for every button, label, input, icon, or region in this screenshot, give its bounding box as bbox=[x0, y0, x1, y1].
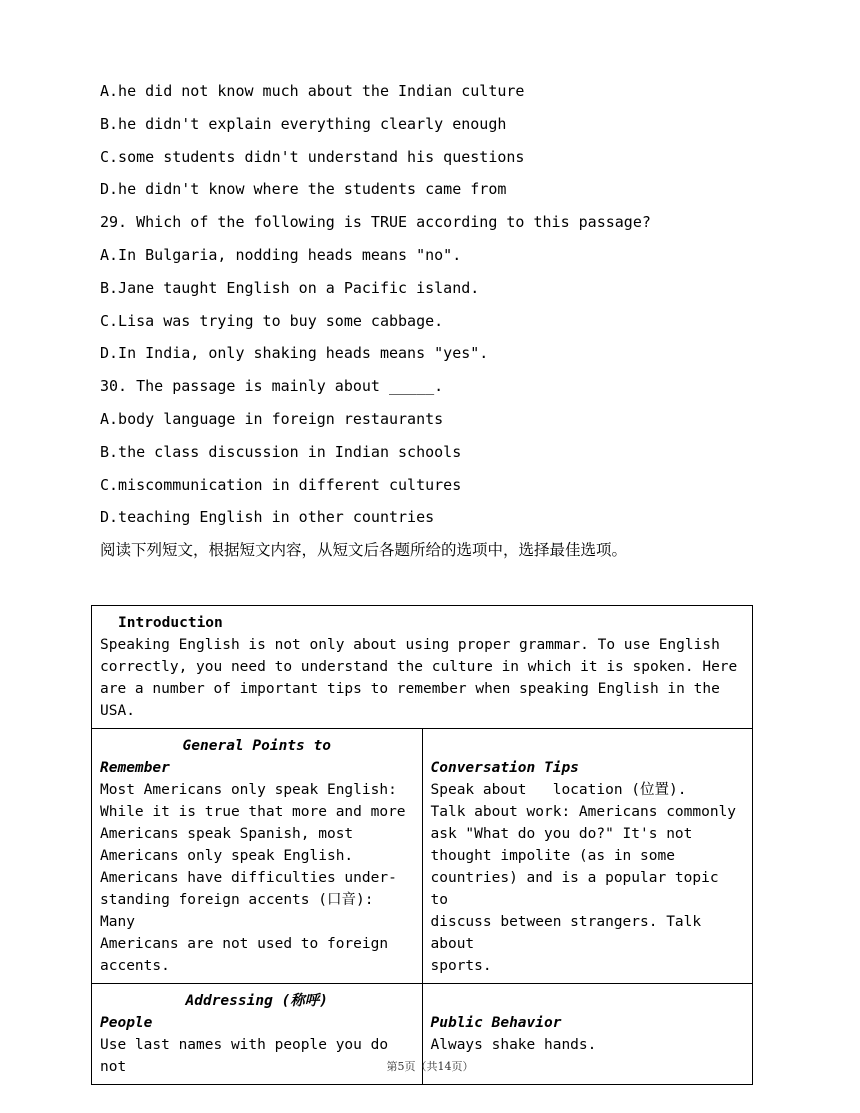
conversation-line: sports. bbox=[430, 958, 492, 974]
question-29: 29. Which of the following is TRUE according to this passage? bbox=[100, 213, 651, 232]
option-line: A.he did not know much about the Indian culture bbox=[100, 82, 525, 100]
general-line: Americans only speak English. bbox=[100, 848, 354, 864]
intro-title: Introduction bbox=[118, 615, 223, 631]
page-footer: 第5页（共14页） bbox=[386, 1060, 474, 1073]
general-line: Americans have difficulties under- bbox=[100, 870, 397, 886]
general-points-cell bbox=[92, 729, 423, 984]
conversation-line: countries) and is a popular topic to bbox=[430, 870, 719, 908]
general-points-title-cont: Remember bbox=[100, 760, 170, 776]
option-line: B.Jane taught English on a Pacific island. bbox=[100, 278, 480, 297]
intro-line: Speaking English is not only about using proper grammar. To use English bbox=[100, 637, 720, 653]
addressing-title-cont: People bbox=[100, 1015, 153, 1031]
spacer bbox=[431, 990, 745, 1012]
public-behavior-title: Public Behavior bbox=[430, 1015, 562, 1031]
option-line: C.Lisa was trying to buy some cabbage. bbox=[100, 311, 444, 330]
option-line: D.In India, only shaking heads means "yes". bbox=[100, 344, 489, 363]
question-30: 30. The passage is mainly about _____. bbox=[100, 377, 444, 396]
tips-table bbox=[91, 605, 753, 1085]
addressing-line: Use last names with people you do not bbox=[100, 1037, 389, 1075]
conversation-tips-title: Conversation Tips bbox=[430, 760, 579, 776]
general-line: accents. bbox=[100, 958, 170, 974]
general-line: Americans are not used to foreign bbox=[100, 936, 389, 952]
intro-cell bbox=[92, 606, 753, 729]
conversation-line: ask "What do you do?" It's not bbox=[430, 826, 693, 842]
option-line: A.body language in foreign restaurants bbox=[100, 409, 444, 428]
option-line: C.some students didn't understand his questions bbox=[100, 147, 525, 166]
option-line: B.the class discussion in Indian schools bbox=[100, 442, 462, 461]
conversation-line: thought impolite (as in some bbox=[430, 848, 675, 864]
general-points-title: General Points to bbox=[182, 738, 331, 754]
conversation-line: discuss between strangers. Talk about bbox=[430, 914, 702, 952]
addressing-title: Addressing (称呼) bbox=[185, 993, 328, 1009]
intro-line: are a number of important tips to remember when speaking English in the USA. bbox=[100, 681, 720, 719]
reading-instruction: 阅读下列短文，根据短文内容，从短文后各题所给的选项中，选择最佳选项。 bbox=[100, 541, 628, 560]
general-line: While it is true that more and more bbox=[100, 804, 406, 820]
option-line: A.In Bulgaria, nodding heads means "no". bbox=[100, 245, 462, 264]
general-line: standing foreign accents (口音): Many bbox=[100, 892, 374, 930]
public-line: Always shake hands. bbox=[430, 1037, 597, 1053]
conversation-line: Speak about location (位置). bbox=[430, 782, 687, 798]
conversation-tips-cell bbox=[422, 729, 753, 984]
intro-line: correctly, you need to understand the culture in which it is spoken. Here bbox=[100, 659, 738, 675]
general-line: Most Americans only speak English: bbox=[100, 782, 397, 798]
conversation-line: Talk about work: Americans commonly bbox=[430, 804, 737, 820]
question-block bbox=[100, 80, 800, 572]
option-line: B.he didn't explain everything clearly enough bbox=[100, 114, 507, 133]
option-line: D.he didn't know where the students came from bbox=[100, 180, 507, 199]
option-line: C.miscommunication in different cultures bbox=[100, 475, 462, 494]
spacer bbox=[431, 735, 745, 757]
option-line: D.teaching English in other countries bbox=[100, 508, 435, 527]
general-line: Americans speak Spanish, most bbox=[100, 826, 354, 842]
